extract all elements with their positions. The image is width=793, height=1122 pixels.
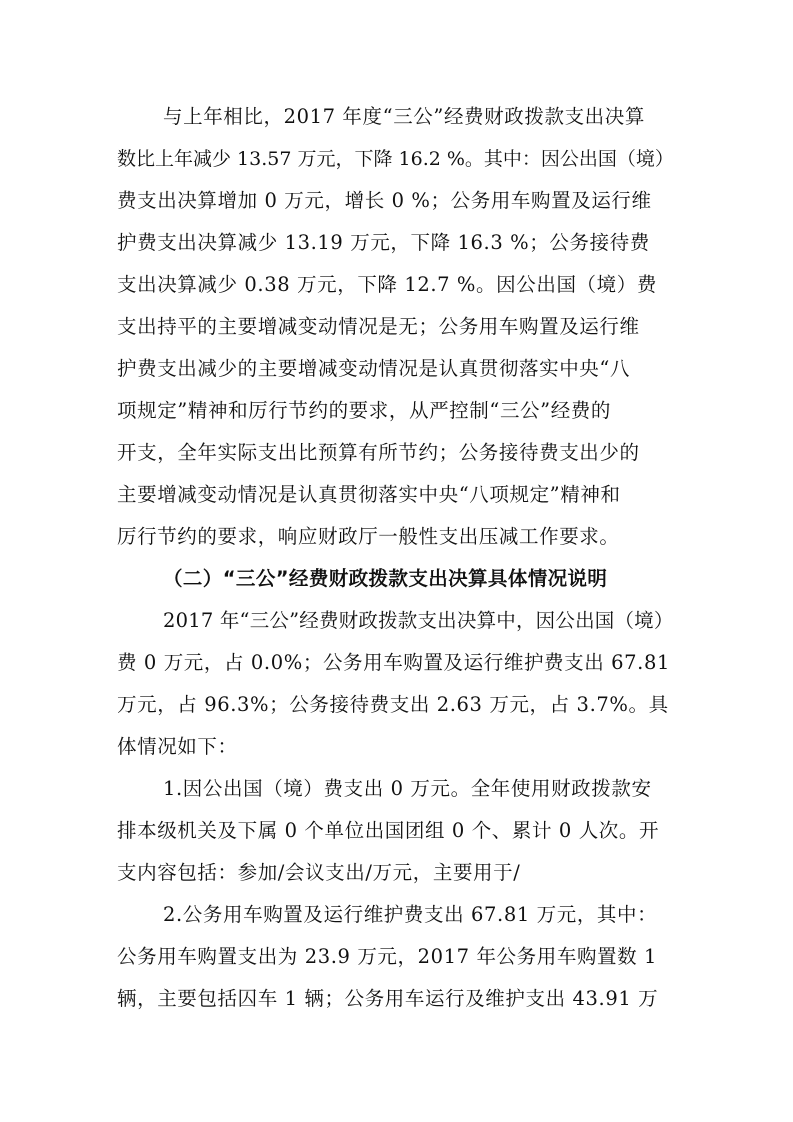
paragraph-line: 体情况如下： <box>117 735 238 758</box>
paragraph-line: 费支出决算增加 0 万元，增长 0 %；公务用车购置及运行维 <box>117 189 652 212</box>
paragraph-line: 1.因公出国（境）费支出 0 万元。全年使用财政拨款安 <box>163 777 652 800</box>
paragraph-line: 护费支出减少的主要增减变动情况是认真贯彻落实中央“八 <box>117 357 631 380</box>
paragraph-line: 项规定”精神和厉行节约的要求，从严控制“三公”经费的 <box>117 399 612 422</box>
paragraph-line: 与上年相比，2017 年度“三公”经费财政拨款支出决算 <box>163 105 645 128</box>
paragraph-line: 公务用车购置支出为 23.9 万元，2017 年公务用车购置数 1 <box>117 945 658 968</box>
paragraph-line: 排本级机关及下属 0 个单位出国团组 0 个、累计 0 人次。开 <box>117 819 660 842</box>
paragraph-line: 万元，占 96.3%；公务接待费支出 2.63 万元，占 3.7%。具 <box>117 693 669 716</box>
paragraph-line: 厉行节约的要求，响应财政厅一般性支出压减工作要求。 <box>117 525 620 548</box>
paragraph-line: 2.公务用车购置及运行维护费支出 67.81 万元，其中： <box>163 903 658 926</box>
paragraph-line: 护费支出决算减少 13.19 万元，下降 16.3 %；公务接待费 <box>117 231 650 254</box>
section-heading: （二）“三公”经费财政拨款支出决算具体情况说明 <box>163 567 608 590</box>
paragraph-line: 主要增减变动情况是认真贯彻落实中央“八项规定”精神和 <box>117 483 621 506</box>
paragraph-line: 支内容包括：参加/会议支出/万元，主要用于/ <box>117 861 521 884</box>
paragraph-line: 2017 年“三公”经费财政拨款支出决算中，因公出国（境） <box>163 609 674 632</box>
paragraph-line: 开支，全年实际支出比预算有所节约；公务接待费支出少的 <box>117 441 640 464</box>
paragraph-line: 费 0 万元，占 0.0%；公务用车购置及运行维护费支出 67.81 <box>117 651 670 674</box>
paragraph-line: 数比上年减少 13.57 万元，下降 16.2 %。其中：因公出国（境） <box>117 148 674 170</box>
paragraph-line: 支出决算减少 0.38 万元，下降 12.7 %。因公出国（境）费 <box>117 273 657 296</box>
paragraph-line: 支出持平的主要增减变动情况是无；公务用车购置及运行维 <box>117 315 640 338</box>
paragraph-line: 辆，主要包括囚车 1 辆；公务用车运行及维护支出 43.91 万 <box>117 987 659 1010</box>
